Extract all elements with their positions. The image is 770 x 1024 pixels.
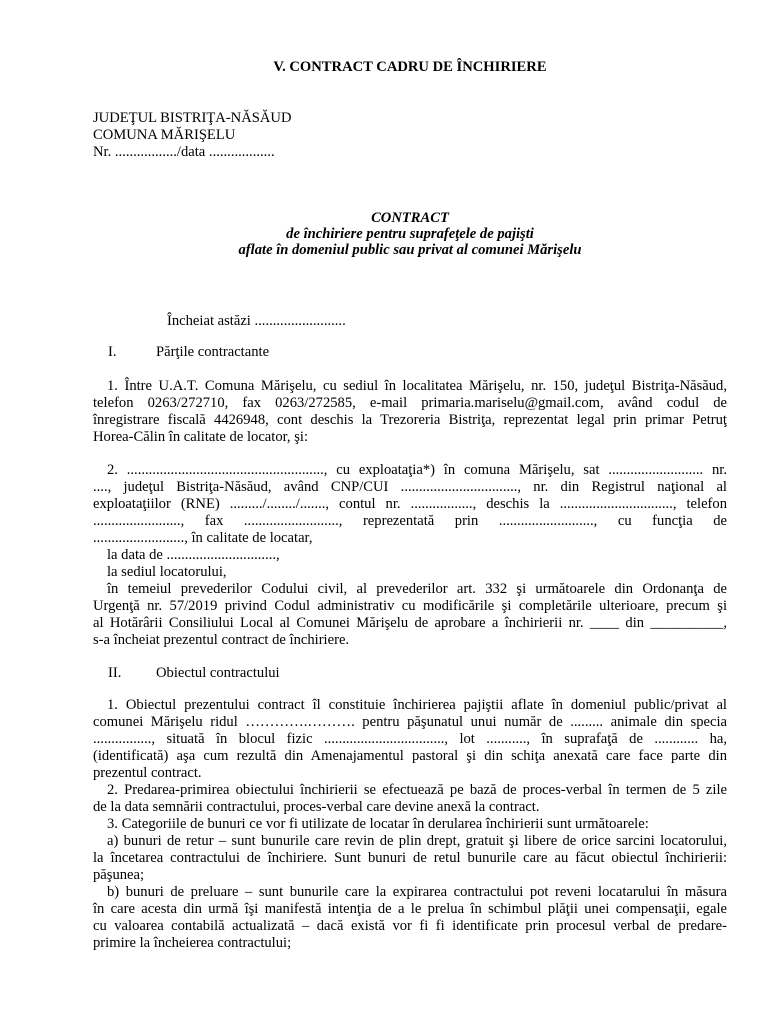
paragraph-line: 1. Obiectul prezentului contract îl constituie închirierea pajiştii aflate în domeniul public/privat al xyxy=(107,697,727,713)
section-1-paragraph-1 xyxy=(93,378,727,446)
concluded-date: Încheiat astăzi ......................... xyxy=(167,313,346,329)
section-2-title: Obiectul contractului xyxy=(156,665,280,681)
section-1-heading xyxy=(108,344,269,361)
paragraph-line: primire la încheierea contractului; xyxy=(93,935,292,951)
paragraph-line: s-a încheiat prezentul contract de închiriere. xyxy=(93,632,350,648)
paragraph-line: (identificată) aşa cum rezultă din Amenajamentul pastoral şi din schiţa anexată care face parte din xyxy=(93,748,727,764)
paragraph-line: b) bunuri de preluare – sunt bunurile care la expirarea contractului pot reveni locatarului în măsura xyxy=(107,884,727,900)
county-name: JUDEŢUL BISTRIŢA-NĂSĂUD xyxy=(93,110,292,126)
paragraph-line: păşunea; xyxy=(93,867,145,883)
paragraph-line: înregistrare fiscală 4426948, cont deschis la Trezoreria Bistriţa, reprezentat legal prin primar Petruţ xyxy=(93,412,727,428)
section-1-title: Părţile contractante xyxy=(156,344,270,360)
paragraph-line: de la data semnării contractului, proces-verbal care devine anexă la contract. xyxy=(93,799,540,815)
section-1-paragraph-2 xyxy=(93,462,727,649)
paragraph-line: la data de .............................., xyxy=(107,547,280,563)
paragraph-line: 2. Predarea-primirea obiectului închirierii se efectuează pe bază de proces-verbal în termen de 5 zile xyxy=(107,782,727,798)
paragraph-line: la încetarea contractului de închiriere. Sunt bunuri de retul bunurile care au făcut obiectul închirierii: xyxy=(93,850,727,866)
paragraph-line: 2. ......................................................, cu exploataţia*) în comuna Mărişelu, sat .......................... nr. xyxy=(107,462,727,478)
paragraph-line: exploataţiilor (RNE) ........./......../......., contul nr. ................., deschis la ..............................., telefon xyxy=(93,496,727,512)
authority-header xyxy=(93,110,727,161)
paragraph-line: al Hotărârii Consiliului Local al Comunei Mărişelu de aprobare a închirierii nr. ____ din __________, xyxy=(93,615,727,631)
paragraph-line: în temeiul prevederilor Codului civil, al prevederilor art. 332 şi următoarele din Ordonanţa de xyxy=(107,581,727,597)
paragraph-line: ...., judeţul Bistriţa-Năsăud, având CNP/CUI ................................, nr. din Registrul naţional al xyxy=(93,479,727,495)
commune-name: COMUNA MĂRIŞELU xyxy=(93,127,236,143)
registration-number: Nr. ................./data .................. xyxy=(93,144,275,160)
paragraph-line: 1. Între U.A.T. Comuna Mărişelu, cu sediul în localitatea Mărişelu, nr. 150, judeţul Bistriţa-Năsăud, xyxy=(107,378,727,394)
paragraph-line: prezentul contract. xyxy=(93,765,202,781)
paragraph-line: Urgenţă nr. 57/2019 privind Codul administrativ cu modificările şi completările ulterioare, precum şi xyxy=(93,598,727,614)
paragraph-line: ................, situată în blocul fizic ................................., lot ..........., în suprafaţă de ............ ha, xyxy=(93,731,727,747)
paragraph-line: ........................., în calitate de locatar, xyxy=(93,530,313,546)
paragraph-line: ........................, fax .........................., reprezentată prin .........................., cu funcţia de xyxy=(93,513,727,529)
contract-heading-line3: aflate în domeniul public sau privat al comunei Mărişelu xyxy=(238,242,582,258)
paragraph-line: telefon 0263/272710, fax 0263/272585, e-mail primaria.mariselu@gmail.com, având codul de xyxy=(93,395,727,411)
paragraph-line: cu valoarea contabilă actualizată – dacă există vor fi fi identificate prin procesul verbal de predare- xyxy=(93,918,727,934)
paragraph-line: la sediul locatorului, xyxy=(107,564,227,580)
section-2-body xyxy=(93,697,727,952)
contract-heading xyxy=(93,210,727,258)
document-title: V. CONTRACT CADRU DE ÎNCHIRIERE xyxy=(273,59,547,75)
section-1-number: I. xyxy=(108,344,117,360)
section-2-heading xyxy=(108,665,280,682)
section-2-number: II. xyxy=(108,665,122,681)
contract-heading-line1: CONTRACT xyxy=(371,210,449,226)
paragraph-line: a) bunuri de retur – sunt bunurile care revin de plin drept, gratuit şi libere de orice sarcini locatorului, xyxy=(107,833,727,849)
paragraph-line: Horea-Călin în calitate de locator, şi: xyxy=(93,429,308,445)
paragraph-line: în care acesta din urmă îşi manifestă intenţia de a le prelua în schimbul plăţii unei compensaţii, egale xyxy=(93,901,727,917)
contract-heading-line2: de închiriere pentru suprafeţele de pajişti xyxy=(286,226,534,242)
paragraph-line: comunei Mărişelu ridul ………….………. pentru păşunatul unui număr de ......... animale din specia xyxy=(93,714,727,730)
paragraph-line: 3. Categoriile de bunuri ce vor fi utilizate de locatar în derularea închirierii sunt următoarele: xyxy=(107,816,649,832)
